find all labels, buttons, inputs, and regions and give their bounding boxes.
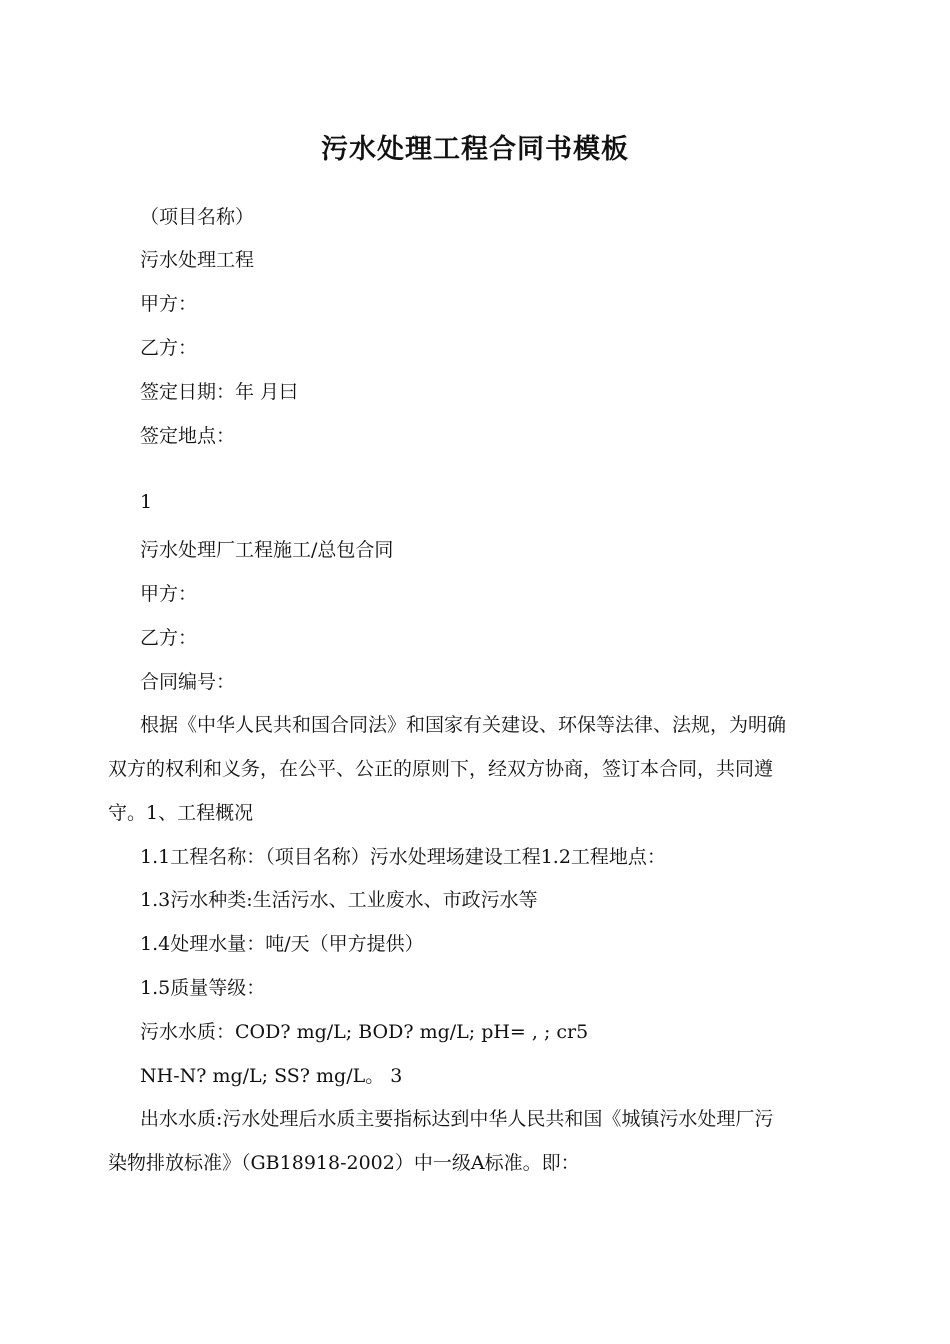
item-1-1: 1.1工程名称：（项目名称）污水处理场建设工程1.2工程地点： [140,846,666,868]
cover-sign-place: 签定地点： [140,425,236,447]
cover-party-b: 乙方： [140,337,198,359]
preamble-line-2: 双方的权利和义务，在公平、公正的原则下，经双方协商，签订本合同，共同遵 [108,758,774,780]
effluent-quality-line-2: 染物排放标准》（GB18918-2002）中一级A标准。即： [108,1152,580,1174]
document-title: 污水处理工程合同书模板 [321,134,629,165]
preamble-line-3: 守。1、工程概况 [108,802,254,824]
contract-heading: 污水处理厂工程施工/总包合同 [140,539,394,561]
contract-party-b: 乙方： [140,627,198,649]
contract-number: 合同编号： [140,671,236,693]
cover-sign-date: 签定日期：年 月曰 [140,381,299,403]
cover-party-a: 甲方： [140,293,198,315]
influent-quality-line-2: NH-N? mg/L; SS? mg/L。 3 [140,1065,403,1087]
item-1-5: 1.5质量等级： [140,977,266,999]
cover-project-name: （项目名称） [140,206,255,228]
influent-quality-line-1: 污水水质：COD? mg/L; BOD? mg/L; pH= , ; cr5 [140,1021,589,1043]
preamble-line-1: 根据《中华人民共和国合同法》和国家有关建设、环保等法律、法规，为明确 [140,714,787,736]
cover-project: 污水处理工程 [140,249,255,271]
item-1-4: 1.4处理水量：吨/天（甲方提供） [140,933,424,955]
effluent-quality-line-1: 出水水质:污水处理后水质主要指标达到中华人民共和国《城镇污水处理厂污 [140,1108,774,1130]
page-number: 1 [140,491,153,513]
contract-party-a: 甲方： [140,583,198,605]
item-1-3: 1.3污水种类:生活污水、工业废水、市政污水等 [140,889,538,911]
